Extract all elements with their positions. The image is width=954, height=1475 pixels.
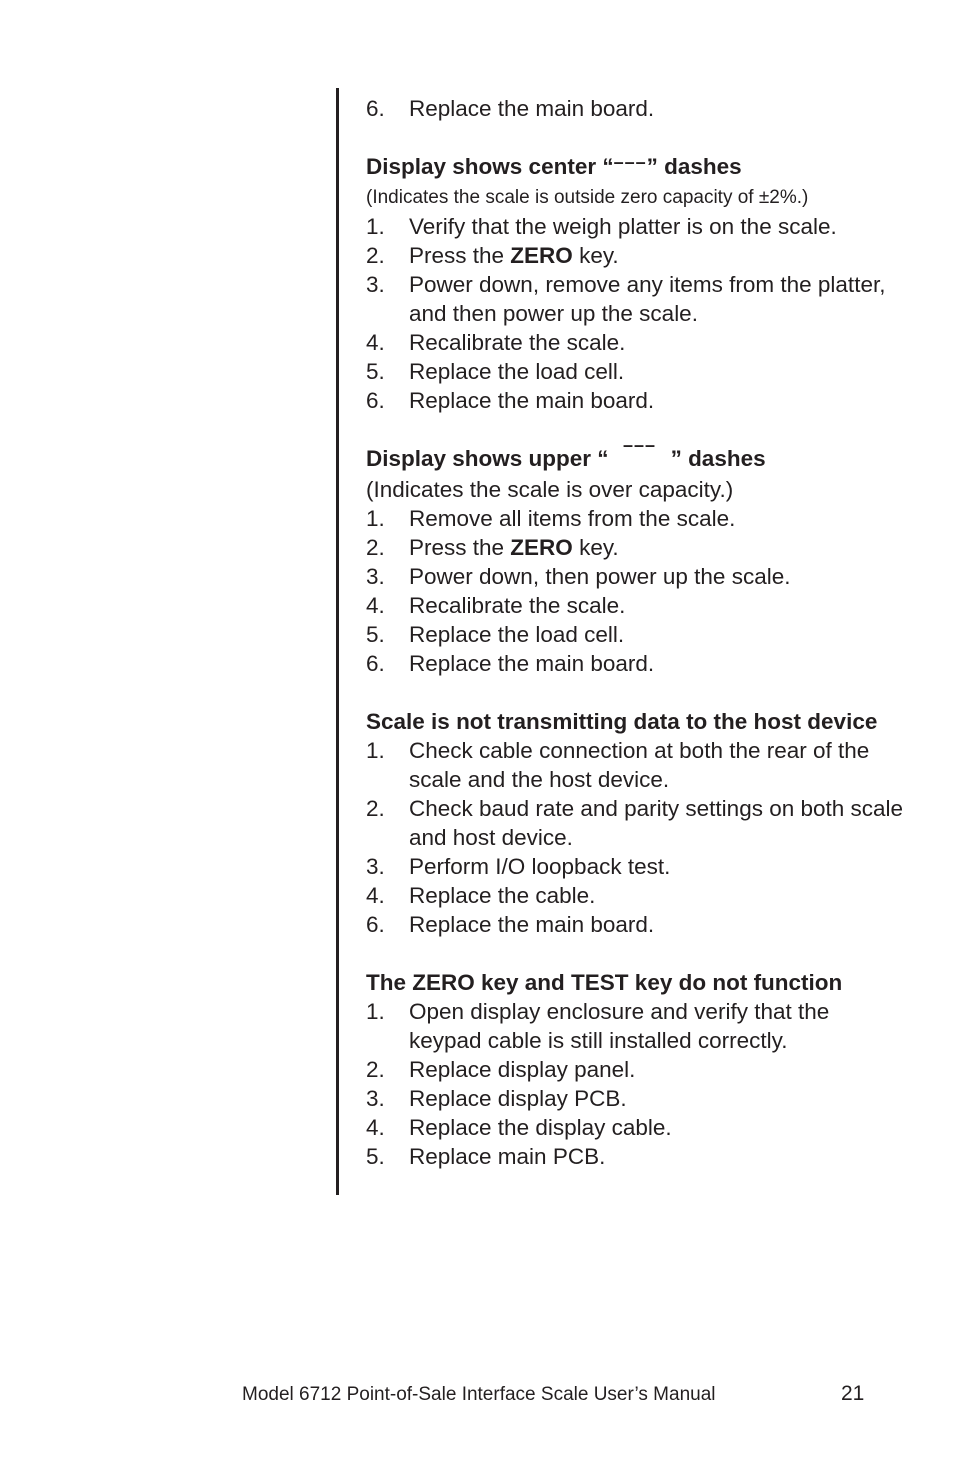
list-item: 4. Recalibrate the scale. [366,330,626,355]
item-number: 6. [366,96,385,121]
section-note: (Indicates the scale is outside zero capacity of ±2%.) [366,187,809,208]
list-item: 3. Power down, then power up the scale. [366,564,791,589]
list-item: 2. Press the ZERO key. [366,243,619,268]
section-heading-center-dashes: Display shows center “–––” dashes [366,152,906,183]
upper-dashes: ––– [623,435,657,455]
list-item: 6. Replace the main board. [366,388,655,413]
section-note: (Indicates the scale is over capacity.) [366,477,734,502]
section-heading-keys-not-functioning: The ZERO key and TEST key do not function [366,970,843,995]
list-item: 6. Replace the main board. [366,912,655,937]
change-bar [336,88,339,1195]
list-item: 3. Power down, remove any items from the platter, and then power up the scale. [366,272,886,326]
list-item: 2. Check baud rate and parity settings on both scale and host device. [366,796,904,850]
list-item: 1. Remove all items from the scale. [366,506,736,531]
list-item: 3. Perform I/O loopback test. [366,854,671,879]
troubleshooting-content [366,94,906,1171]
list-item: 1. Check cable connection at both the rear of the scale and the host device. [366,738,870,792]
list-item: 5. Replace main PCB. [366,1144,606,1169]
section-heading-not-transmitting: Scale is not transmitting data to the host device [366,709,878,734]
zero-key-label: ZERO [510,243,573,268]
list-item: 4. Replace the display cable. [366,1115,672,1140]
list-item: 5. Replace the load cell. [366,359,625,384]
list-item: 3. Replace display PCB. [366,1086,627,1111]
list-item: 2. Press the ZERO key. [366,535,619,560]
list-item: 4. Replace the cable. [366,883,596,908]
list-item: 1. Open display enclosure and verify that the keypad cable is still installed correctly. [366,999,830,1053]
list-item [366,94,906,123]
list-item: 5. Replace the load cell. [366,622,625,647]
list-item: 4. Recalibrate the scale. [366,593,626,618]
section-heading-upper-dashes: Display shows upper “–––” dashes [366,444,906,475]
zero-key-label: ZERO [510,535,573,560]
list-item: 6. Replace the main board. [366,651,655,676]
list-item: 2. Replace display panel. [366,1057,636,1082]
item-text: Replace the main board. [409,96,655,121]
list-item: 1. Verify that the weigh platter is on the scale. [366,214,837,239]
footer-manual-title: Model 6712 Point-of-Sale Interface Scale User’s Manual [242,1384,716,1405]
page-number: 21 [841,1382,865,1405]
center-dashes: ––– [613,152,647,172]
